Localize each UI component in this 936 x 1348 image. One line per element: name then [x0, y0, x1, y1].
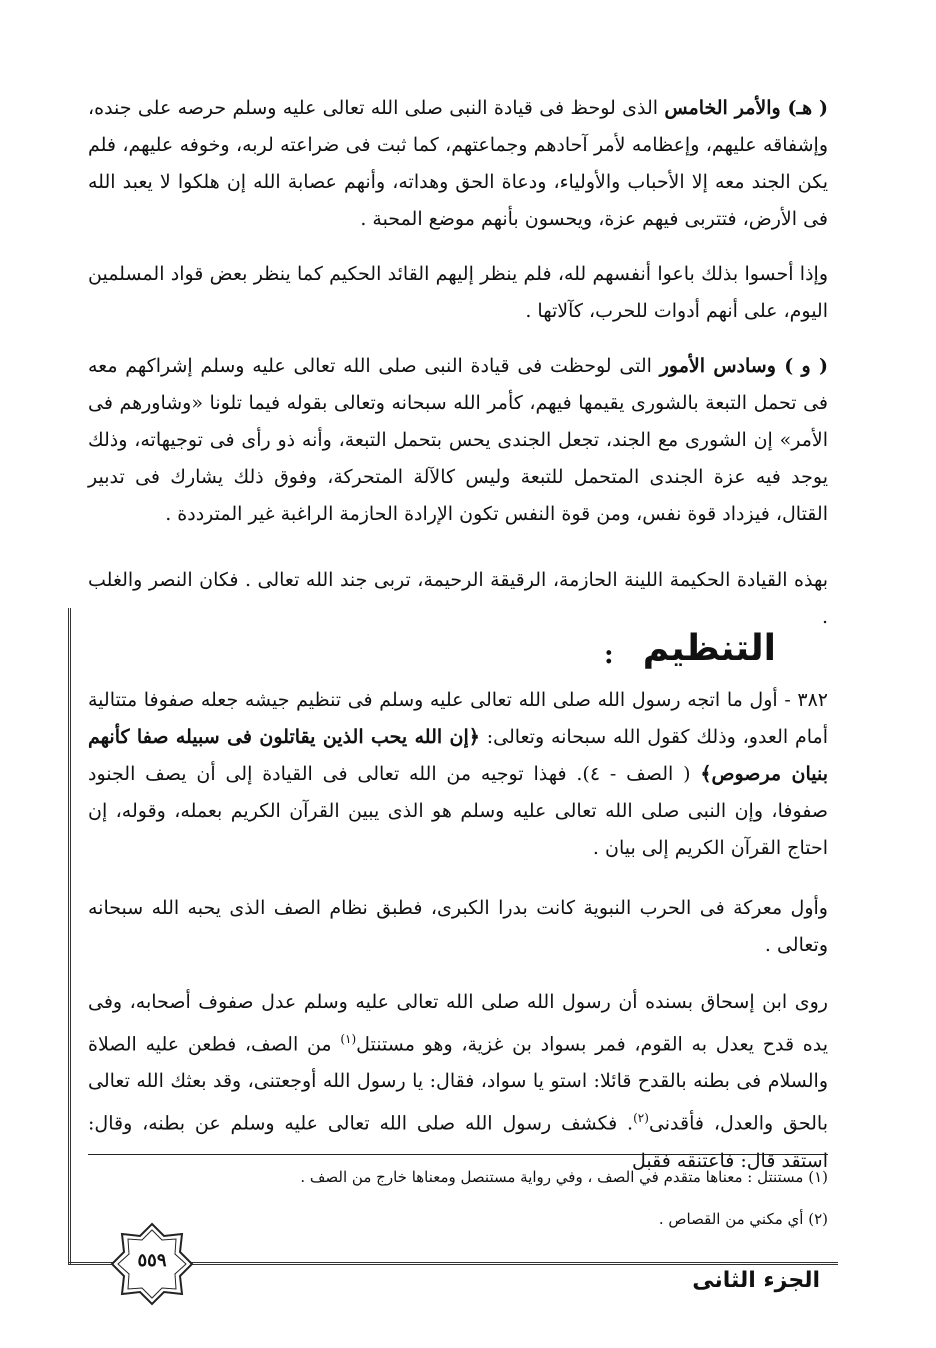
paragraph-fifth-matter: [88, 90, 828, 238]
section-heading-colon: :: [604, 640, 614, 670]
section-heading: التنظيم: [642, 628, 776, 669]
paragraph-text: من الصف، فطعن عليه الصلاة والسلام فى بطنه بالقدح قائلا: استو يا سواد، فقال: يا رسول الله أوجعتنى، وقد بعثك الله تعالى بالحق والعدل، فأقدنى: [88, 1033, 828, 1135]
paragraph-text: وأول معركة فى الحرب النبوية كانت بدرا الكبرى، فطبق نظام الصف الذى يحبه الله سبحانه وتعالى .: [88, 897, 828, 956]
paragraph-text: التى لوحظت فى قيادة النبى صلى الله تعالى عليه وسلم إشراكهم معه فى تحمل التبعة بالشورى يقيمها فيهم، كأمر الله سبحانه وتعالى بقوله فيما تلونا «وشاورهم فى الأمر» إن الشورى مع الجند، تجعل الجندى يحس بتحمل التبعة، وأنه ذو رأى فى توجيهاته، وذلك يوجد فيه عزة الجندى المتحمل للتبعة وليس كالآلة المتحركة، وفوق ذلك يشارك فى تدبير القتال، فيزداد قوة نفس، ومن قوة النفس تكون الإرادة الحازمة الراغبة غير المترددة .: [88, 355, 828, 525]
paragraph-ibn-ishaq: [88, 984, 828, 1180]
paragraph-text: ( الصف - ٤). فهذا توجيه من الله تعالى فى القيادة إلى أن يصف الجنود صفوفا، وإن النبى صلى الله تعالى عليه وسلم هو الذى يبين القرآن الكريم بعمله، وقوله، إن احتاج القرآن الكريم إلى بيان .: [88, 763, 828, 859]
quran-quote: ﴿إن الله يحب الذين يقاتلون فى سبيله صفا كأنهم بنيان مرصوص﴾: [88, 726, 828, 785]
footnote-divider: [88, 1154, 828, 1155]
paragraph-lead: ( هـ) والأمر الخامس: [664, 97, 828, 119]
paragraph-conclusion: [88, 562, 828, 636]
page-frame-left-border: [68, 608, 71, 1264]
paragraph-text: ٣٨٢ - أول ما اتجه رسول الله صلى الله تعالى عليه وسلم فى تنظيم جيشه جعله صفوفا متتالية أمام العدو، وذلك كقول الله سبحانه وتعالى:: [88, 689, 828, 748]
part-label: الجزء الثانى: [692, 1268, 820, 1293]
page-number: ٥٥٩: [137, 1250, 167, 1271]
footnote-ref-2[interactable]: (٢): [633, 1111, 649, 1126]
paragraph-text: روى ابن إسحاق بسنده أن رسول الله صلى الله تعالى عليه وسلم عدل صفوف أصحابه، وفى يده قدح يعدل به القوم، فمر بسواد بن غزية، وهو مستنتل: [88, 991, 828, 1056]
paragraph-badr: [88, 890, 828, 964]
paragraph-text: وإذا أحسوا بذلك باعوا أنفسهم لله، فلم ينظر إليهم القائد الحكيم كما ينظر بعض قواد المسلمين اليوم، على أنهم أدوات للحرب، كآلاتها .: [88, 263, 828, 322]
footnote-2: (٢) أي مكني من القصاص .: [658, 1210, 828, 1228]
footnote-ref-1[interactable]: (١): [340, 1032, 357, 1046]
paragraph-text: الذى لوحظ فى قيادة النبى صلى الله تعالى عليه وسلم حرصه على جنده، وإشفاقه عليهم، وإعظامه لأمر آحادهم وجماعتهم، كما ثبت فى ضراعته لربه، وخوفه عليهم، فلم يكن الجند معه إلا الأحباب والأولياء، ودعاة الحق وهداته، وأنهم عصابة الله إن هلكوا لا يعبد الله فى الأرض، فتتربى فيهم عزة، ويحسون بأنهم موضع المحبة .: [88, 97, 828, 230]
paragraph-lead: ( و ) وسادس الأمور: [659, 355, 828, 377]
paragraph-text: بهذه القيادة الحكيمة اللينة الحازمة، الرقيقة الرحيمة، تربى جند الله تعالى . فكان النصر والغلب .: [88, 569, 828, 628]
footnote-1: (١) مستنتل : معناها متقدم في الصف ، وفي رواية مستنصل ومعناها خارج من الصف .: [300, 1168, 828, 1186]
paragraph-soldiers-feeling: [88, 256, 828, 330]
paragraph-text: . فكشف رسول الله صلى الله تعالى عليه وسلم عن بطنه، وقال: استقد قال: فاعتنقه فقبل: [88, 1112, 828, 1172]
paragraph-382: [88, 682, 828, 867]
paragraph-sixth-matter: [88, 348, 828, 533]
page-number-badge: [110, 1222, 194, 1306]
